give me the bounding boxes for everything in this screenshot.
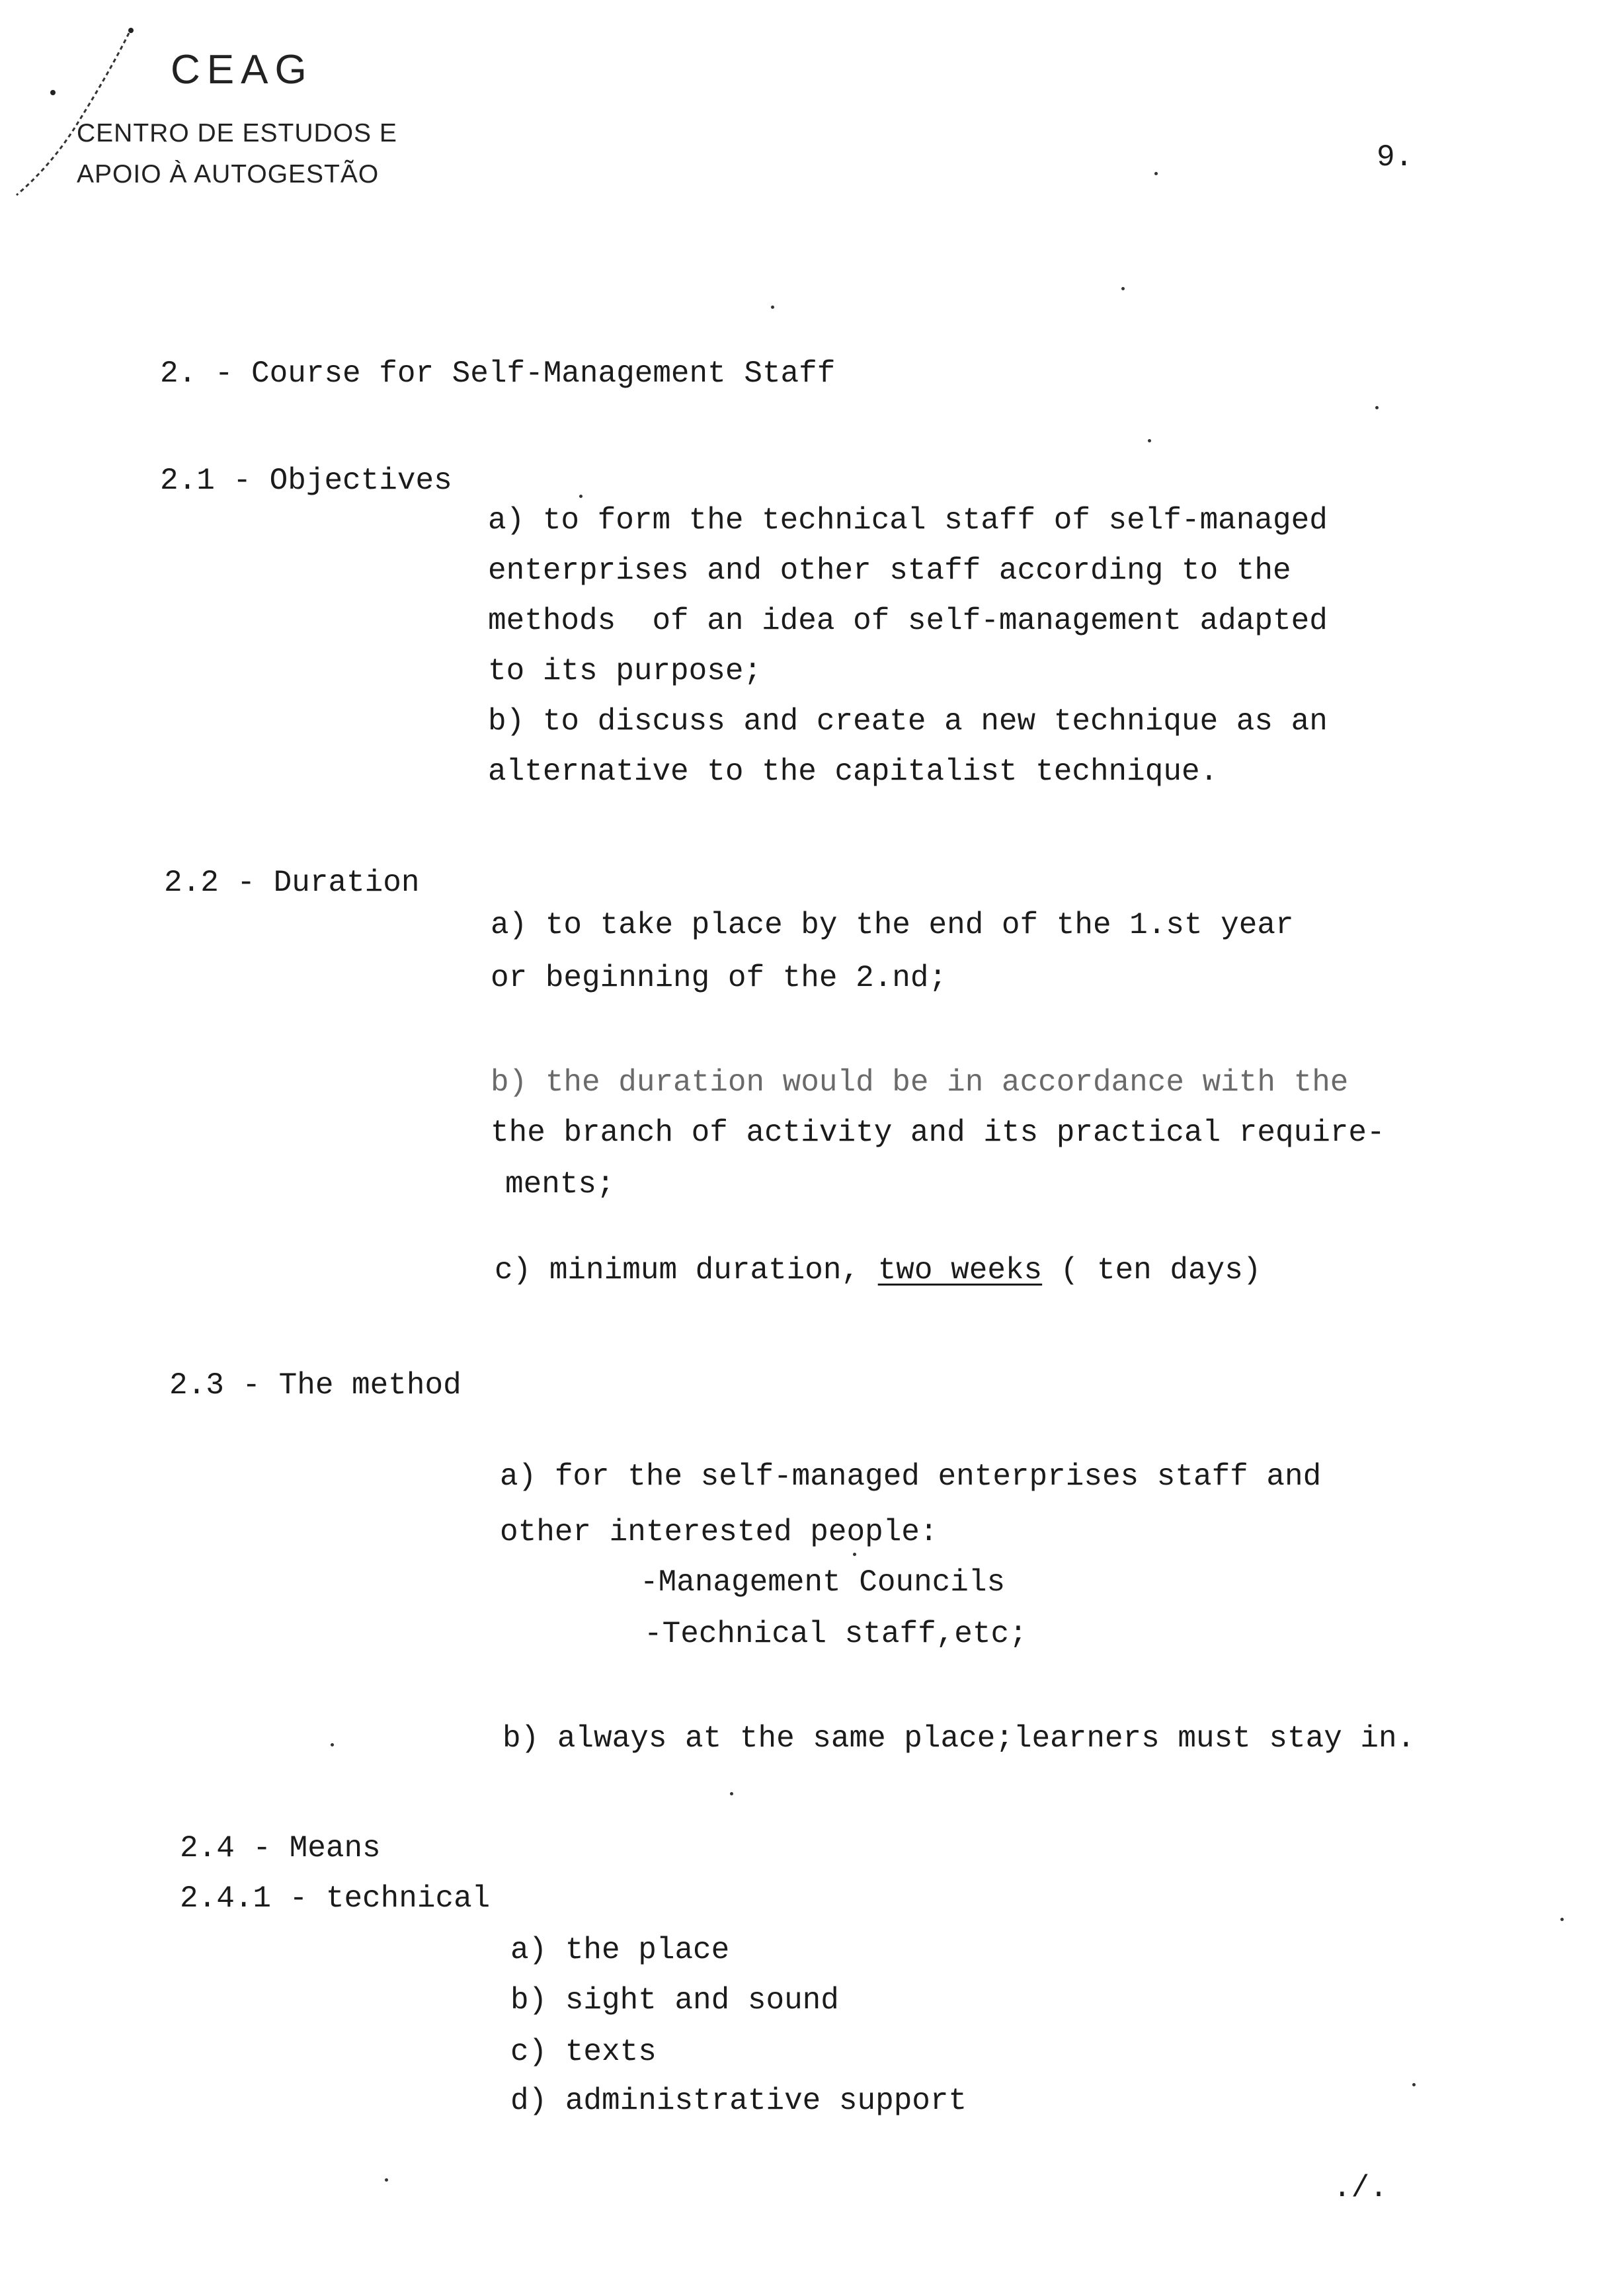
means-item-d: d) administrative support <box>510 2084 967 2118</box>
means-item-b: b) sight and sound <box>510 1983 839 2018</box>
method-a-item-1: -Management Councils <box>640 1565 1006 1600</box>
objectives-a-line-1: a) to form the technical staff of self-managed <box>488 503 1328 538</box>
duration-c-line <box>495 1255 1261 1286</box>
scan-speck <box>853 1553 856 1556</box>
duration-b-line-1: b) the duration would be in accordance with the <box>491 1065 1349 1100</box>
scan-speck <box>1375 406 1379 409</box>
duration-c-prefix: c) minimum duration, <box>495 1253 878 1288</box>
duration-a-line-2: or beginning of the 2.nd; <box>491 961 947 995</box>
means-item-a: a) the place <box>510 1933 730 1967</box>
letterhead-line-2: APOIO À AUTOGESTÃO <box>77 160 380 188</box>
method-b-line: b) always at the same place;learners must stay in. <box>502 1721 1416 1756</box>
duration-a-line-1: a) to take place by the end of the 1.st year <box>491 908 1294 942</box>
scan-speck <box>771 306 774 309</box>
scan-speck <box>385 2178 388 2182</box>
objectives-b-line-2: alternative to the capitalist technique. <box>488 755 1219 789</box>
duration-c-underlined: two weeks <box>877 1253 1043 1288</box>
scan-speck <box>1121 287 1125 290</box>
method-a-line-1: a) for the self-managed enterprises staff and <box>500 1459 1322 1494</box>
objectives-a-line-3: methods of an idea of self-management adapted <box>488 604 1328 638</box>
means-heading: 2.4 - Means <box>180 1831 381 1866</box>
scan-speck <box>1148 439 1151 442</box>
method-a-item-2: -Technical staff,etc; <box>644 1617 1027 1651</box>
scan-speck <box>579 495 583 498</box>
method-heading: 2.3 - The method <box>169 1368 462 1403</box>
scan-speck <box>730 1792 733 1795</box>
method-a-line-2: other interested people: <box>500 1515 938 1549</box>
scan-speck <box>331 1743 334 1746</box>
continuation-mark: ./. <box>1333 2171 1388 2205</box>
means-item-c: c) texts <box>510 2035 657 2069</box>
section-heading: 2. - Course for Self-Management Staff <box>160 356 836 391</box>
scan-speck <box>1154 172 1158 175</box>
duration-heading: 2.2 - Duration <box>164 866 420 900</box>
scan-speck <box>1560 1918 1564 1921</box>
objectives-a-line-4: to its purpose; <box>488 654 762 688</box>
objectives-heading: 2.1 - Objectives <box>160 464 452 498</box>
duration-b-line-2: the branch of activity and its practical require- <box>491 1116 1385 1150</box>
letterhead <box>0 0 463 212</box>
letterhead-line-1: CENTRO DE ESTUDOS E <box>77 119 397 147</box>
letterhead-logo-text: CEAG <box>171 47 313 93</box>
page-number: 9. <box>1377 140 1414 175</box>
objectives-a-line-2: enterprises and other staff according to the <box>488 554 1291 588</box>
duration-c-suffix: ( ten days) <box>1042 1253 1262 1288</box>
duration-b-line-3: ments; <box>505 1167 615 1202</box>
means-technical-heading: 2.4.1 - technical <box>180 1881 491 1916</box>
objectives-b-line-1: b) to discuss and create a new technique as an <box>488 704 1328 739</box>
scan-speck <box>1412 2083 1416 2086</box>
